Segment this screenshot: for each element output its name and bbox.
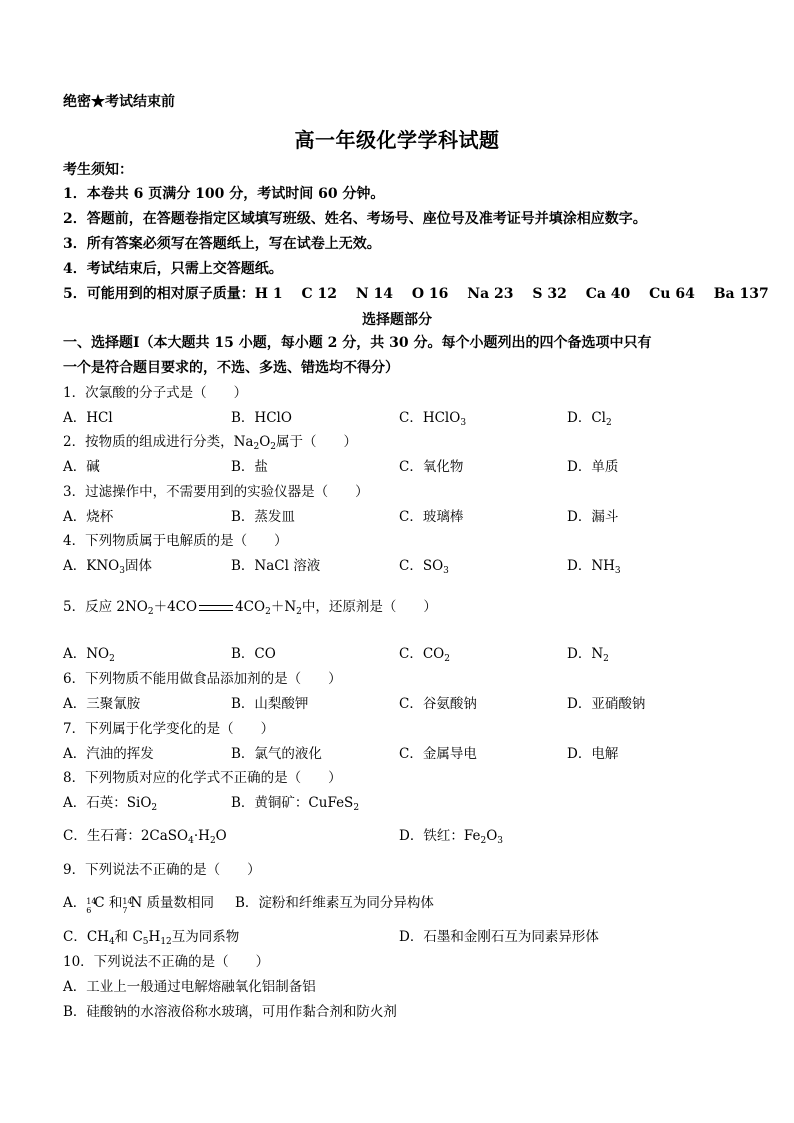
option-b: B．山梨酸钾	[231, 696, 309, 712]
notice-heading: 考生须知：	[63, 162, 133, 178]
section-heading: 一个是符合题目要求的，不选、多选、错选均不得分）	[63, 360, 399, 376]
option-a: A． 14 6 C 和 14 7 N 质量数相同	[63, 895, 214, 915]
part-title: 选择题部分	[362, 312, 432, 328]
notice-item: 1．本卷共 6 页满分 100 分，考试时间 60 分钟。	[63, 186, 385, 202]
question-stem: 7．下列属于化学变化的是（ ）	[63, 721, 275, 737]
option-a: A．$KNO_3$固体	[63, 558, 152, 576]
page-title: 高一年级化学学科试题	[294, 128, 500, 152]
notice-item: 2．答题前，在答题卷指定区域填写班级、姓名、考场号、座位号及准考证号并填涂相应数字。	[63, 211, 647, 227]
option-c: C．$SO_3$	[399, 558, 449, 576]
option-b: B．盐	[231, 459, 268, 475]
option-b: B．硅酸钠的水溶液俗称水玻璃，可用作黏合剂和防火剂	[63, 1004, 397, 1020]
question-stem: 2．按物质的组成进行分类，$Na_2O_2$属于（ ）	[63, 434, 357, 452]
option-d: D．漏斗	[567, 509, 619, 525]
option-b: B．蒸发皿	[231, 509, 295, 525]
option-d: D．电解	[567, 746, 619, 762]
option-b: B．HClO	[231, 410, 292, 426]
option-c: C．金属导电	[399, 746, 477, 762]
option-c: C．谷氨酸钠	[399, 696, 477, 712]
option-d: D．$NH_3$	[567, 558, 621, 576]
option-c: C．玻璃棒	[399, 509, 464, 525]
option-c: C．生石膏：$2CaSO_4\cdot H_2O$	[63, 828, 227, 846]
question-stem: 10．下列说法不正确的是（ ）	[63, 954, 270, 970]
option-b: B．氯气的液化	[231, 746, 322, 762]
option-d: D．$N_2$	[567, 646, 609, 664]
option-b: B．淀粉和纤维素互为同分异构体	[235, 895, 434, 911]
option-b: B．NaCl 溶液	[231, 558, 321, 574]
question-stem: 5．反应 $2NO_2+4CO$ $4CO_2+N_2$中，还原剂是（ ）	[63, 599, 437, 617]
option-d: D．铁红：$Fe_2O_3$	[399, 828, 503, 846]
option-d: D．石墨和金刚石互为同素异形体	[399, 929, 599, 945]
option-a: A．石英：SiO$_2$	[63, 795, 158, 813]
option-a: A．碱	[63, 459, 100, 475]
notice-item: 3．所有答案必须写在答题纸上，写在试卷上无效。	[63, 236, 381, 252]
option-b: B．CO	[231, 646, 276, 662]
question-stem: 1．次氯酸的分子式是（ ）	[63, 385, 248, 401]
question-stem: 3．过滤操作中，不需要用到的实验仪器是（ ）	[63, 484, 369, 500]
option-a: A．工业上一般通过电解熔融氧化铝制备铝	[63, 979, 316, 995]
option-c: C．$CH_4$和 $C_5H_{12}$互为同系物	[63, 929, 240, 947]
option-c: C．氧化物	[399, 459, 464, 475]
option-a: A．三聚氰胺	[63, 696, 141, 712]
option-a: A．$NO_2$	[63, 646, 115, 664]
secret-label: 绝密★考试结束前	[63, 94, 175, 110]
option-a: A．汽油的挥发	[63, 746, 154, 762]
notice-item: 5．可能用到的相对原子质量：H 1 C 12 N 14 O 16 Na 23 S 32 Ca 40 Cu 64 Ba 137	[63, 286, 769, 302]
question-stem: 8．下列物质对应的化学式不正确的是（ ）	[63, 770, 342, 786]
section-heading: 一、选择题Ⅰ（本大题共 15 小题，每小题 2 分，共 30 分。每个小题列出的四个备选项中只有	[63, 335, 652, 351]
equals-sign-icon	[199, 605, 233, 611]
option-a: A．烧杯	[63, 509, 114, 525]
option-b: B．黄铜矿：CuFeS$_2$	[231, 795, 360, 813]
option-d: D．单质	[567, 459, 619, 475]
question-stem: 9．下列说法不正确的是（ ）	[63, 862, 261, 878]
option-c: C．HClO$_3$	[399, 410, 467, 428]
question-stem: 4．下列物质属于电解质的是（ ）	[63, 533, 288, 549]
question-stem: 6．下列物质不能用做食品添加剂的是（ ）	[63, 671, 342, 687]
option-d: D．$Cl_2$	[567, 410, 612, 428]
option-d: D．亚硝酸钠	[567, 696, 646, 712]
notice-item: 4．考试结束后，只需上交答题纸。	[63, 261, 283, 277]
option-c: C．$CO_2$	[399, 646, 450, 664]
option-a: A．HCl	[63, 410, 113, 426]
